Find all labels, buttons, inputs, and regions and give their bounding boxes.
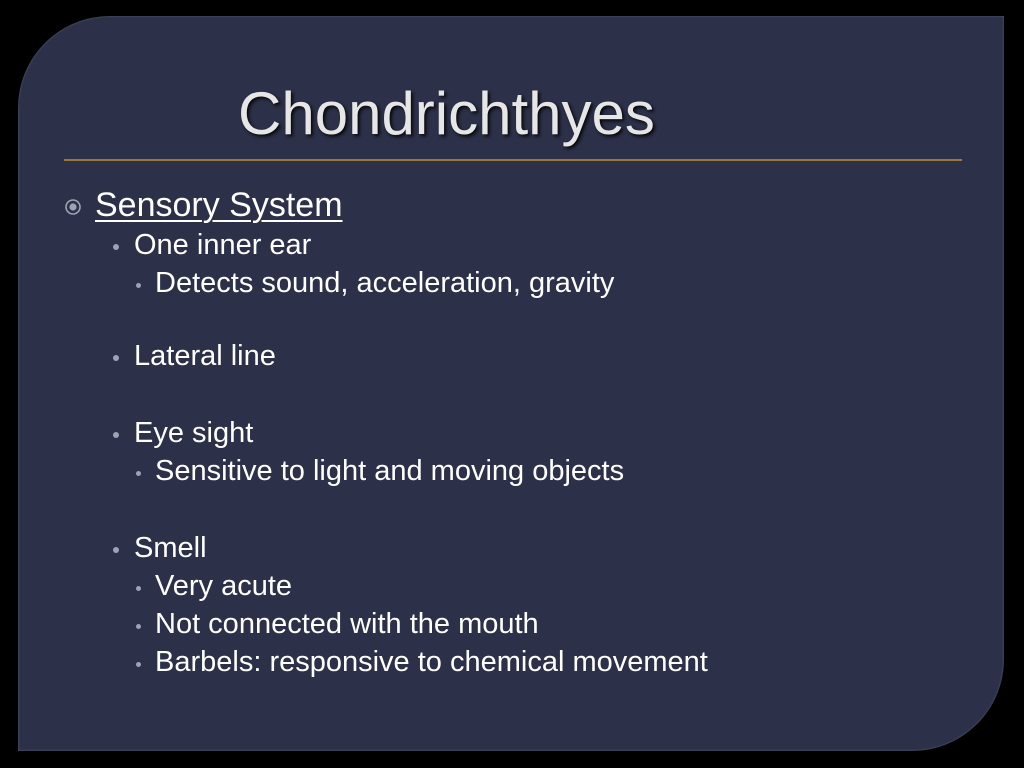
bullet-icon bbox=[136, 662, 141, 667]
bullet-icon bbox=[136, 624, 141, 629]
sub-item-smell-2: Not connected with the mouth bbox=[155, 608, 539, 640]
bullet-icon bbox=[113, 355, 119, 361]
circle-bullet-icon bbox=[64, 198, 82, 216]
list-item-inner-ear: One inner ear bbox=[134, 229, 312, 261]
bullet-icon bbox=[113, 547, 119, 553]
sub-item-smell-1: Very acute bbox=[155, 570, 293, 602]
list-item-eye-sight: Eye sight bbox=[134, 417, 254, 449]
sub-item-smell-3: Barbels: responsive to chemical movement bbox=[155, 646, 708, 678]
bullet-icon bbox=[136, 586, 141, 591]
bullet-icon bbox=[136, 471, 141, 476]
slide-title: Chondrichthyes bbox=[238, 80, 655, 147]
section-heading: Sensory System bbox=[95, 186, 343, 224]
sub-item-eye-sight-1: Sensitive to light and moving objects bbox=[155, 455, 625, 487]
list-item-lateral-line: Lateral line bbox=[134, 340, 276, 372]
bullet-icon bbox=[113, 244, 119, 250]
sub-item-inner-ear-1: Detects sound, acceleration, gravity bbox=[155, 267, 615, 299]
list-item-smell: Smell bbox=[134, 532, 207, 564]
bullet-icon bbox=[136, 283, 141, 288]
title-divider bbox=[64, 159, 962, 161]
bullet-icon bbox=[113, 432, 119, 438]
